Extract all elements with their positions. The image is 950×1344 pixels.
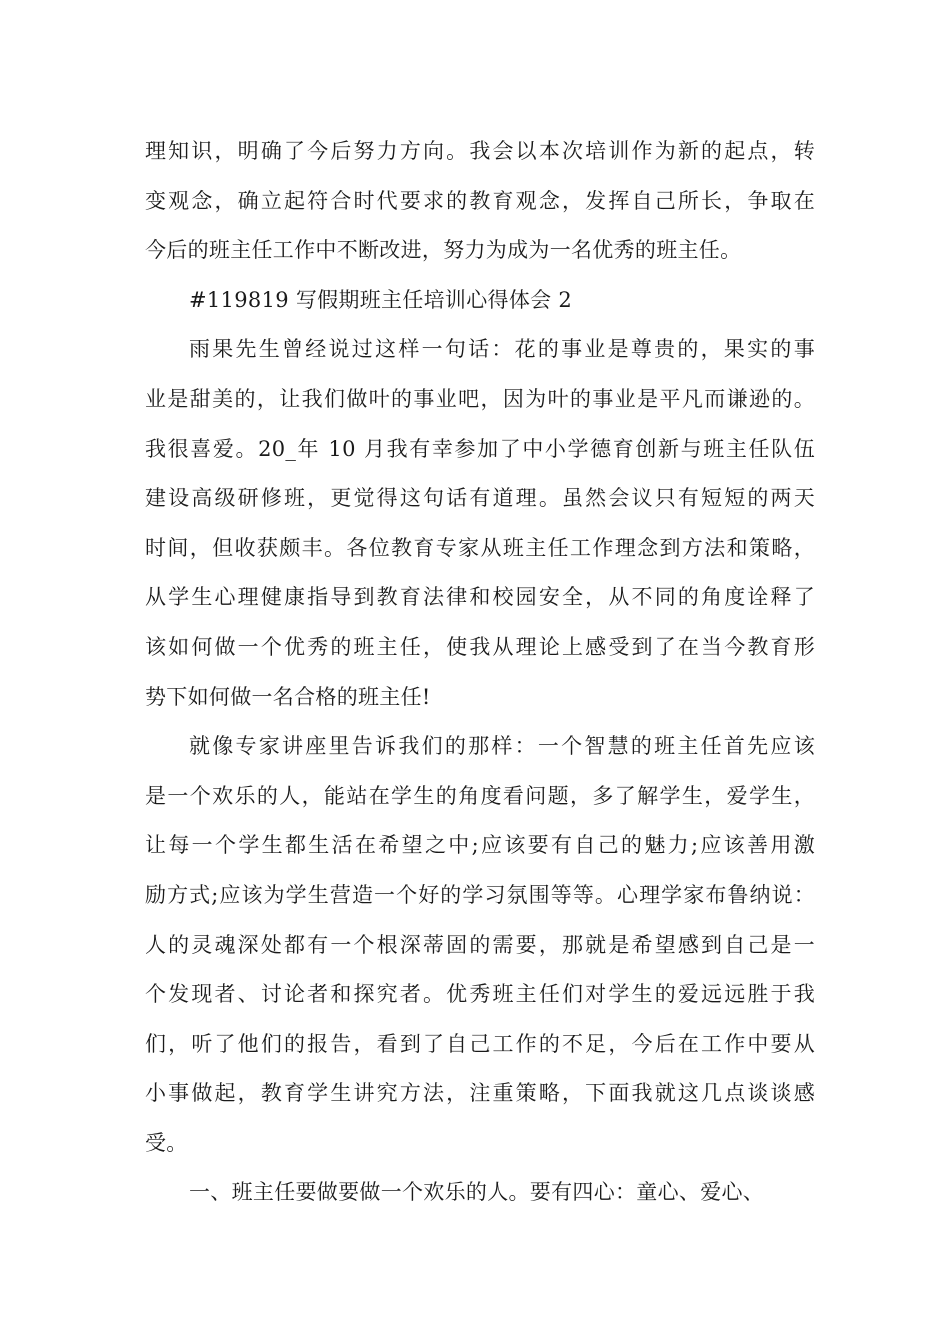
document-page	[145, 127, 815, 1218]
text-line: 受。	[145, 1130, 188, 1155]
text-line: 我很喜爱。20_年 10 月我有幸参加了中小学德育创新与班主任队伍	[145, 436, 815, 461]
text-line: 今后的班主任工作中不断改进，努力为成为一名优秀的班主任。	[145, 238, 742, 263]
text-line: 个发现者、讨论者和探究者。优秀班主任们对学生的爱远远胜于我	[145, 982, 815, 1007]
paragraph-first-line: 一、班主任要做要做一个欢乐的人。要有四心：童心、爱心、	[189, 1180, 765, 1205]
text-line: 们，听了他们的报告，看到了自己工作的不足，今后在工作中要从	[145, 1031, 815, 1056]
text-line: 变观念，确立起符合时代要求的教育观念，发挥自己所长，争取在	[145, 188, 815, 213]
text-line: 让每一个学生都生活在希望之中;应该要有自己的魅力;应该善用激	[145, 833, 815, 858]
paragraph-first-line: 就像专家讲座里告诉我们的那样：一个智慧的班主任首先应该	[189, 734, 815, 759]
text-line: 势下如何做一名合格的班主任!	[145, 684, 431, 709]
text-line: 小事做起，教育学生讲究方法，注重策略，下面我就这几点谈谈感	[145, 1081, 815, 1106]
text-line: 建设高级研修班，更觉得这句话有道理。虽然会议只有短短的两天	[145, 486, 815, 511]
text-line: 业是甜美的，让我们做叶的事业吧，因为叶的事业是平凡而谦逊的。	[145, 386, 815, 411]
text-line: 该如何做一个优秀的班主任，使我从理论上感受到了在当今教育形	[145, 634, 815, 659]
paragraph-first-line: 雨果先生曾经说过这样一句话：花的事业是尊贵的，果实的事	[189, 337, 815, 362]
text-line: 理知识，明确了今后努力方向。我会以本次培训作为新的起点，转	[145, 139, 815, 163]
text-line: 从学生心理健康指导到教育法律和校园安全，从不同的角度诠释了	[145, 585, 815, 610]
text-line: 励方式;应该为学生营造一个好的学习氛围等等。心理学家布鲁纳说：	[145, 882, 815, 907]
section-heading: #119819 写假期班主任培训心得体会 2	[189, 287, 573, 312]
text-line: 人的灵魂深处都有一个根深蒂固的需要，那就是希望感到自己是一	[145, 932, 815, 957]
text-line: 是一个欢乐的人，能站在学生的角度看问题，多了解学生，爱学生，	[145, 783, 815, 808]
text-line: 时间，但收获颇丰。各位教育专家从班主任工作理念到方法和策略，	[145, 535, 815, 560]
